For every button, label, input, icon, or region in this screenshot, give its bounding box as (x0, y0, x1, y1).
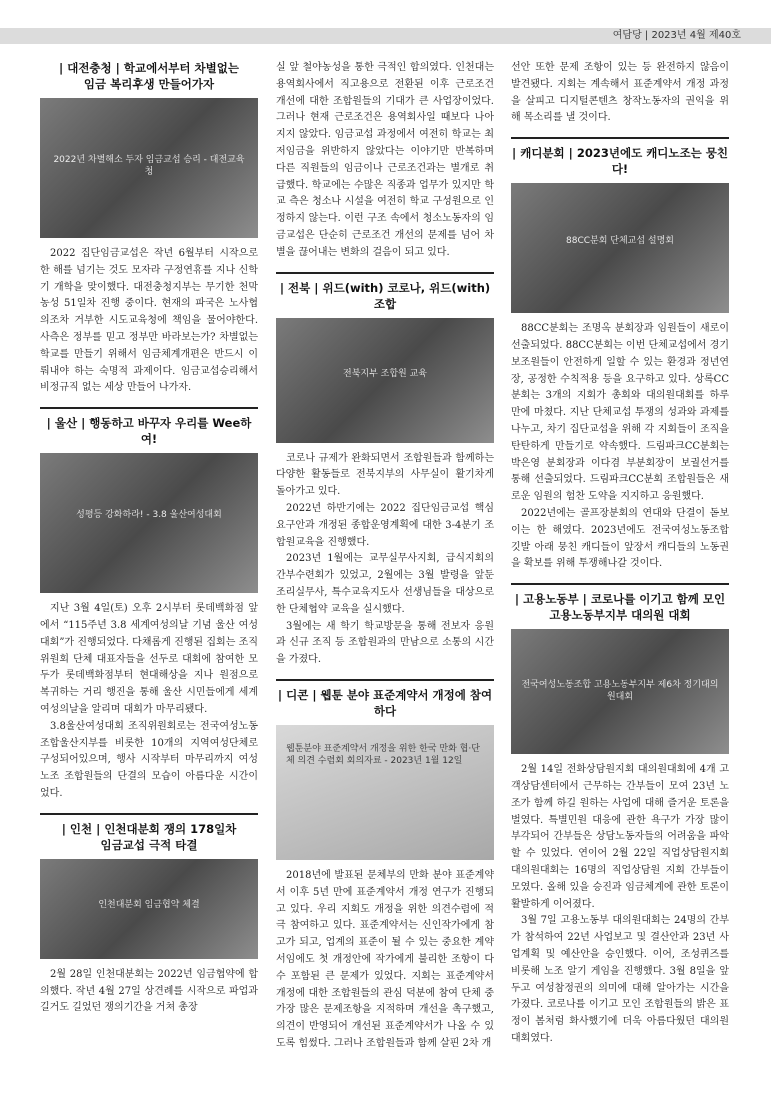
article-photo: 전국여성노동조합 고용노동부지부 제6차 정기대의원대회 (511, 629, 729, 754)
article-photo: 인천대분회 임금협약 체결 (40, 859, 258, 959)
article-paragraph: 2월 14일 전화상담원지회 대의원대회에 4개 고객상담센터에서 근무하는 간부들이 모여 23년 노조가 함께 하길 원하는 사업에 대해 즐거운 토론을 벌였다. 특별민원 대응에 관한 욕구가 가장 많이 부각되어 간부들은 상담노동자들의 어려움을 파악할 수 있었다. 연이어 2월 22일 직업상담원지회 대의원대회는 16명의 직업상담원 지회 간부들이 모였다. 올해 있을 승진과 임금체계에 관한 토론이 활발하게 이어졌다. (511, 764, 729, 910)
divider (511, 137, 729, 139)
article-title: | 울산 | 행동하고 바꾸자 우리를 Wee하여! (46, 416, 252, 447)
column-1 (40, 60, 258, 1017)
article-paragraph: 코로나 규제가 완화되면서 조합원들과 함께하는 다양한 활동들로 전북지부의 사무실이 활기차게 돌아가고 있다. (276, 452, 494, 498)
article-photo: 성평등 강화하라! - 3.8 울산여성대회 (40, 453, 258, 593)
divider (40, 813, 258, 815)
divider (276, 272, 494, 274)
article-title: | 캐디분회 | 2023년에도 캐디노조는 뭉친다! (512, 146, 728, 177)
article-paragraph: 실 앞 철야농성을 통한 극적인 합의였다. 인천대는 용역회사에서 직고용으로 전환된 이후 근로조건 개선에 대한 조합원들의 기대가 큰 사업장이었다. 그러나 현재 근로조건은 용역회사일 때보다 나아지지 않았다. 임금교섭 과정에서 여전히 학교는 최저임금을 위반하지 않았다는 이야기만 반복하며 다른 직원들의 임금이나 근로조건과는 별개로 취급했다. 학교에는 수많은 직종과 업무가 있지만 학교 측은 청소나 시설을 여전히 학교 구성원으로 인정하지 않는다. 이런 구조 속에서 청소노동자의 임금교섭은 단순히 근로조건 개선의 문제를 넘어 차별을 끊어내는 변화의 걸음이 되고 있다. (276, 62, 494, 258)
article-paragraph: 2022년에는 골프장분회의 연대와 단결이 돋보이는 한 해였다. 2023년에도 전국여성노동조합 깃발 아래 뭉친 캐디들이 앞장서 캐디들의 노동권을 확보를 위해 투쟁해나갈 것이다. (511, 507, 729, 570)
article-photo: 전북지부 조합원 교육 (276, 318, 494, 443)
article-title: | 고용노동부 | 코로나를 이기고 함께 모인 고용노동부지부 대의원 대회 (514, 592, 726, 623)
column-2 (276, 60, 494, 1053)
article-paragraph: 3월 7일 고용노동부 대의원대회는 24명의 간부가 참석하여 22년 사업보고 및 결산안과 23년 사업계획 및 예산안을 승인했다. 이어, 조성퀴즈를 비롯해 노조 알기 게임을 진행했다. 3월 8일을 앞두고 여성참정권의 의미에 대해 알아가는 시간을 가졌다. 코로나를 이기고 모인 조합원들의 밝은 표정이 봄처럼 화사했기에 더욱 아름다웠던 대의원 대회였다. (511, 915, 729, 1044)
article-photo: 2022년 차별해소 두자 임금교섭 승리 - 대전교육청 (40, 98, 258, 238)
article-paragraph: 2023년 1월에는 교무실무사지회, 급식지회의 간부수련회가 있었고, 2월에는 3월 발령을 앞둔 조리실무사, 특수교육지도사 선생님들을 대상으로 한 단체협약 교육을 실시했다. (276, 553, 494, 615)
divider (40, 407, 258, 409)
article-title: | 디콘 | 웹툰 분야 표준계약서 개정에 참여하다 (277, 687, 493, 718)
divider (511, 583, 729, 585)
article-photo: 88CC분회 단체교섭 설명회 (511, 183, 729, 313)
article-paragraph: 지난 3월 4일(토) 오후 2시부터 롯데백화점 앞에서 “115주년 3.8 세계여성의날 기념 울산 여성대회”가 진행되었다. 다채롭게 진행된 집회는 조직위원회 단체 대표자들을 선두로 대회에 참여한 모두가 롯데백화점부터 현대해상을 지나 원점으로 복귀하는 거리 행진을 통해 울산 시민들에게 세계여성의날을 알리며 대회가 마무리됐다. (40, 603, 258, 715)
article-paragraph: 선안 또한 문제 조항이 있는 등 완전하지 않음이 발견됐다. 지회는 계속해서 표준계약서 개정 과정을 살피고 디지털콘텐츠 창작노동자의 권익을 위해 목소리를 낼 것이다. (511, 62, 729, 124)
article-photo: 웹툰분야 표준계약서 개정을 위한 한국 만화 협·단체 의견 수렴회 회의자료 - 2023년 1월 12일 (276, 725, 494, 860)
issue-label: 여담당 | 2023년 4월 제40호 (612, 30, 741, 41)
article-paragraph: 2018년에 발표된 문체부의 만화 분야 표준계약서 이후 5년 만에 표준계약서 개정 연구가 진행되고 있다. 우리 지회도 개정을 위한 의견수렴에 적극 참여하고 있다. 표준계약서는 신인작가에게 참고가 되고, 업계의 표준이 될 수 있는 중요한 계약서임에도 첫 개정안에 작가에게 불리한 조항이 다수 포함된 큰 문제가 있었다. 지회는 표준계약서 개정에 대한 조합원들의 관심 덕분에 참여 단체 중 가장 많은 문제조항을 지적하며 개선을 촉구했고, 의견이 반영되어 개선된 표준계약서가 나올 수 있도록 힘썼다. 그러나 조합원들과 함께 살핀 2차 개 (276, 869, 494, 1049)
article-title: | 대전충청 | 학교에서부터 차별없는 임금 복리후생 만들어가자 (59, 61, 239, 91)
article-title: | 전북 | 위드(with) 코로나, 위드(with) 조합 (279, 280, 491, 311)
column-3 (511, 60, 729, 1048)
article-paragraph: 2022년 하반기에는 2022 집단임금교섭 핵심요구안과 개정된 종합운영계획에 대한 3-4분기 조합원교육을 진행했다. (276, 502, 494, 548)
article-paragraph: 3.8울산여성대회 조직위원회로는 전국여성노동조합울산지부를 비롯한 10개의 지역여성단체로 구성되어있으며, 행사 시작부터 마무리까지 여성노조 조합원들의 단결의 모습이 아름다운 시간이었다. (40, 720, 258, 799)
divider (276, 679, 494, 681)
article-paragraph: 88CC분회는 조명옥 분회장과 임원들이 새로이 선출되었다. 88CC분회는 이번 단체교섭에서 경기보조원들이 안전하게 일할 수 있는 환경과 정년연장, 공정한 수칙적용 등을 요구하고 있다. 상록CC분회는 3개의 지회가 총회와 대의원대회를 하루 만에 마쳤다. 지난 단체교섭 투쟁의 성과와 과제를 나누고, 차기 집단교섭을 위해 각 지회들이 조직을 탄탄하게 만들기로 약속했다. 드림파크CC분회는 박은영 분회장과 이다겸 부분회장이 보궐선거를 통해 선출되었다. 드림파크CC분회 조합원들은 새로운 임원의 험찬 도약을 지지하고 응원했다. (511, 323, 729, 503)
article-paragraph: 2022 집단임금교섭은 작년 6월부터 시작으로 한 해를 넘기는 것도 모자라 구정연휴를 지나 신학기 개학을 맞이했다. 대전충청지부는 무기한 천막 농성 51일차 진행 중이다. 현재의 파국은 노사협의조차 거부한 시도교육청에 책임을 물어야한다. 사측은 정부를 믿고 정부만 바라보는가? 차별없는 학교를 만들기 위해서 임금체계개편은 반드시 이뤄내야 하는 숙명적 과제이다. 임금교섭승리해서 비정규직 없는 세상 만들어 나가자. (40, 248, 258, 394)
article-title: | 인천 | 인천대분회 쟁의 178일차 임금교섭 극적 타결 (61, 821, 237, 852)
article-paragraph: 3월에는 새 학기 학교방문을 통해 전보자 응원과 신규 조직 등 조합원과의 만남으로 소통의 시간을 가졌다. (276, 620, 494, 666)
article-paragraph: 2월 28일 인천대분회는 2022년 임금협약에 합의했다. 작년 4월 27일 상견례를 시작으로 파업과 길거도 길었던 쟁의기간을 거쳐 총장 (40, 968, 258, 1014)
